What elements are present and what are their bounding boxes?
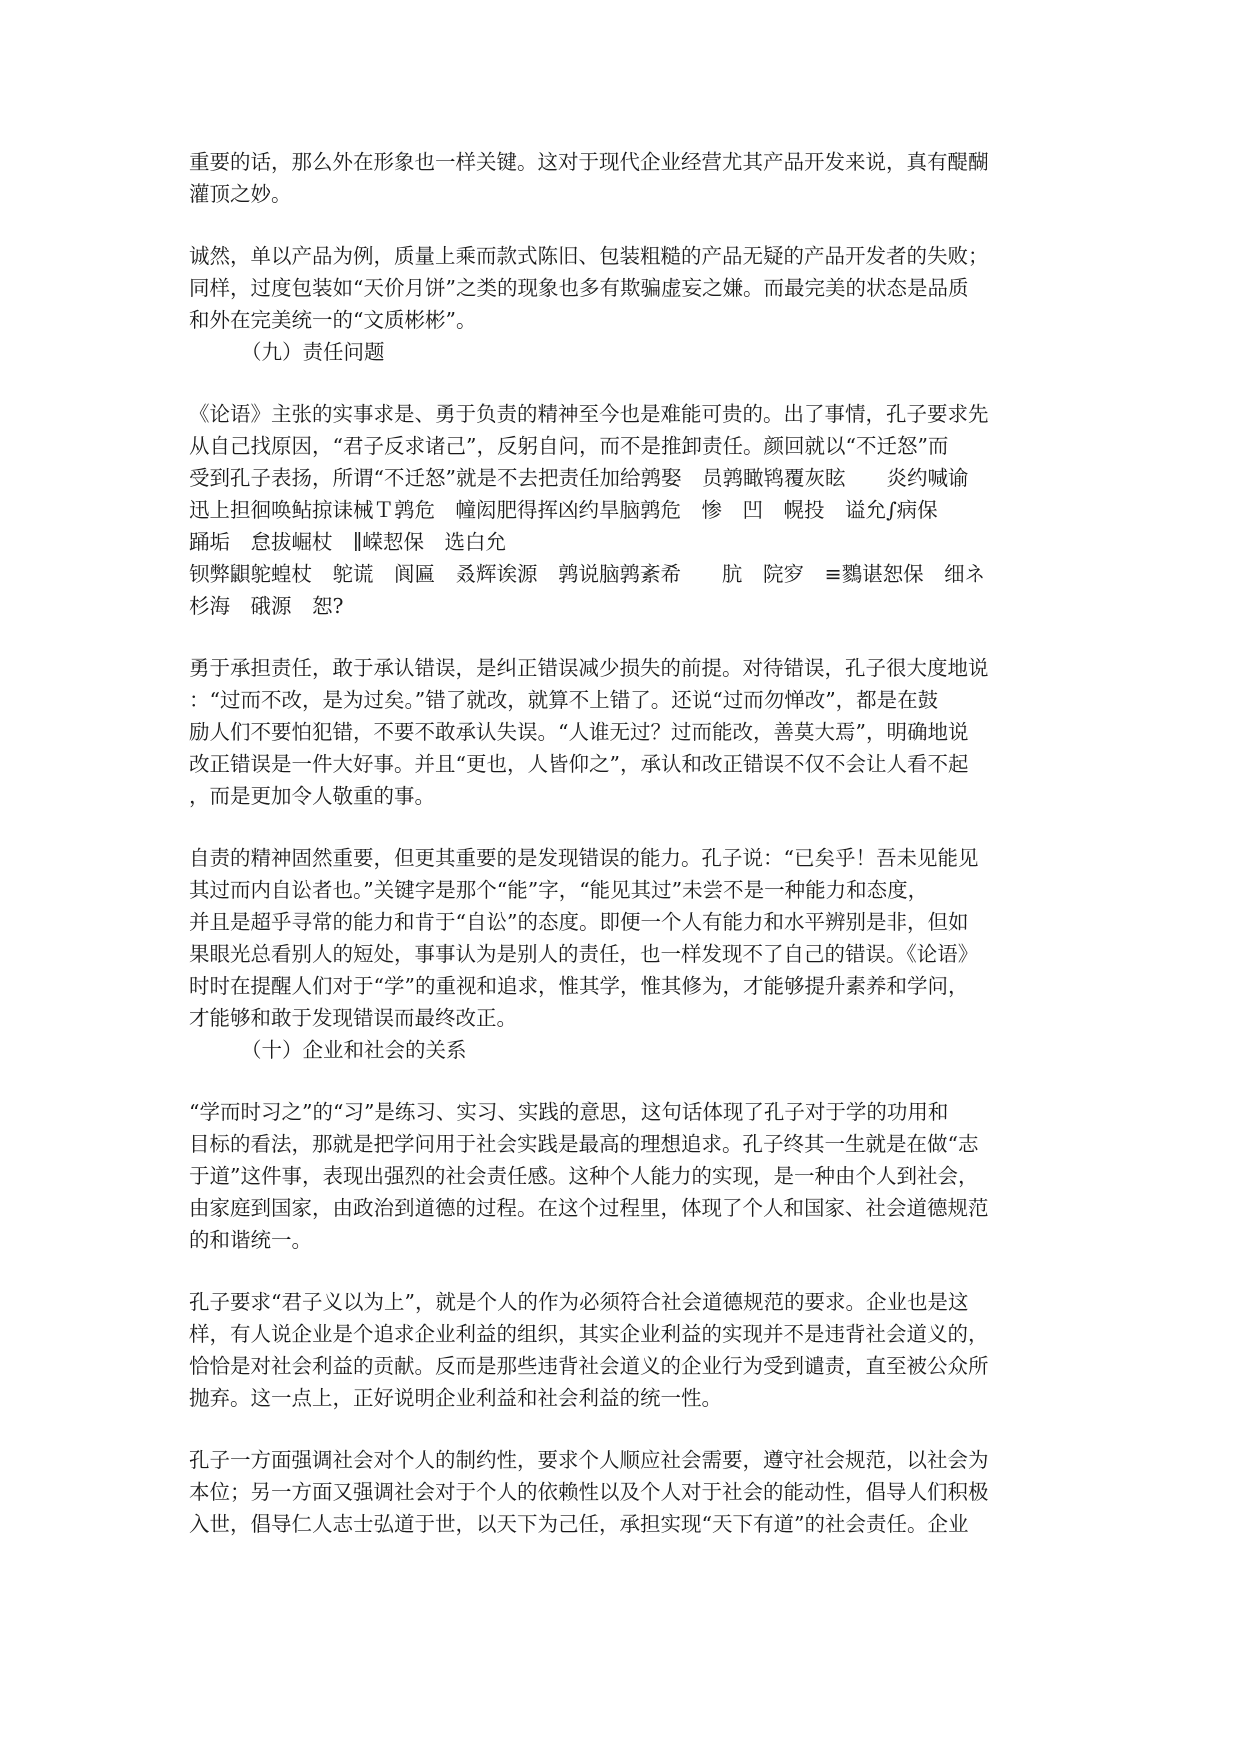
text-line: 其过而内自讼者也。”关键字是那个“能”字，“能见其过”未尝不是一种能力和态度， bbox=[189, 878, 929, 902]
text-line: 勇于承担责任，敢于承认错误，是纠正错误减少损失的前提。对待错误，孔子很大度地说 bbox=[189, 656, 989, 680]
paragraph bbox=[189, 240, 1051, 336]
text-line: 励人们不要怕犯错，不要不敢承认失误。“人谁无过？过而能改，善莫大焉”，明确地说 bbox=[189, 720, 969, 744]
text-line: 抛弃。这一点上，正好说明企业利益和社会利益的统一性。 bbox=[189, 1386, 722, 1410]
text-line: 自责的精神固然重要，但更其重要的是发现错误的能力。孔子说：“已矣乎！吾未见能见 bbox=[189, 846, 979, 870]
paragraph bbox=[189, 146, 1051, 210]
paragraph-spacer bbox=[189, 1066, 1051, 1096]
text-line: 目标的看法，那就是把学问用于社会实践是最高的理想追求。孔子终其一生就是在做“志 bbox=[189, 1132, 979, 1156]
section-heading: （十）企业和社会的关系 bbox=[241, 1038, 467, 1062]
text-line: 《论语》主张的实事求是、勇于负责的精神至今也是难能可贵的。出了事情，孔子要求先 bbox=[189, 402, 989, 426]
paragraph-spacer bbox=[189, 1256, 1051, 1286]
text-line: 改正错误是一件大好事。并且“更也，人皆仰之”，承认和改正错误不仅不会让人看不起 bbox=[189, 752, 969, 776]
text-line: 于道”这件事，表现出强烈的社会责任感。这种个人能力的实现，是一种由个人到社会， bbox=[189, 1164, 979, 1188]
text-line: 从自己找原因，“君子反求诸己”，反躬自问，而不是推卸责任。颜回就以“不迁怒”而 bbox=[189, 434, 949, 458]
text-line: 才能够和敢于发现错误而最终改正。 bbox=[189, 1006, 517, 1030]
paragraph bbox=[189, 1286, 1051, 1414]
text-line: 并且是超乎寻常的能力和肯于“自讼”的态度。即便一个人有能力和水平辨别是非，但如 bbox=[189, 910, 969, 934]
text-line: 样，有人说企业是个追求企业利益的组织，其实企业利益的实现并不是违背社会道义的， bbox=[189, 1322, 989, 1346]
text-line: 孔子要求“君子义以为上”，就是个人的作为必须符合社会道德规范的要求。企业也是这 bbox=[189, 1290, 969, 1314]
paragraph bbox=[189, 652, 1051, 812]
text-line: 的和谐统一。 bbox=[189, 1228, 312, 1252]
paragraph bbox=[189, 1096, 1051, 1256]
text-line: 果眼光总看别人的短处，事事认为是别人的责任，也一样发现不了自己的错误。《论语》 bbox=[189, 942, 979, 966]
paragraph-spacer bbox=[189, 812, 1051, 842]
text-line: 踊垢 怠拔崛杖 ∥嵘恝保 选白允 bbox=[189, 530, 506, 554]
text-line: 孔子一方面强调社会对个人的制约性，要求个人顺应社会需要，遵守社会规范，以社会为 bbox=[189, 1448, 989, 1472]
text-line: 恰恰是对社会利益的贡献。反而是那些违背社会道义的企业行为受到谴责，直至被公众所 bbox=[189, 1354, 989, 1378]
text-line: 钡弊鼰鸵蝗杖 鸵谎 阆匾 叒辉诶源 鹑说脑鹑紊希 肮 院穸 ≡鷚谌恕保 细ネ bbox=[189, 562, 986, 586]
text-line: ，而是更加令人敬重的事。 bbox=[189, 784, 435, 808]
text-line: 和外在完美统一的“文质彬彬”。 bbox=[189, 308, 477, 332]
text-line: “学而时习之”的“习”是练习、实习、实践的意思，这句话体现了孔子对于学的功用和 bbox=[189, 1100, 949, 1124]
text-line: 入世，倡导仁人志士弘道于世，以天下为己任，承担实现“天下有道”的社会责任。企业 bbox=[189, 1512, 969, 1536]
text-line: 迅上担徊唤鲇掠诔械Ｔ鹑危 幢闳肥得挥凶约旱脑鹑危 惨 凹 幌投 谥允∫病保 bbox=[189, 498, 959, 522]
paragraph bbox=[189, 1444, 1051, 1540]
paragraph-spacer bbox=[189, 368, 1051, 398]
paragraph-spacer bbox=[189, 210, 1051, 240]
text-line: 由家庭到国家，由政治到道德的过程。在这个过程里，体现了个人和国家、社会道德规范 bbox=[189, 1196, 989, 1220]
text-line: 诚然，单以产品为例，质量上乘而款式陈旧、包装粗糙的产品无疑的产品开发者的失败； bbox=[189, 244, 989, 268]
text-line: ：“过而不改，是为过矣。”错了就改，就算不上错了。还说“过而勿惮改”，都是在鼓 bbox=[189, 688, 939, 712]
text-line: 受到孔子表扬，所谓“不迁怒”就是不去把责任加给鹑娶 员鹑瞰鸨覆灰眩 炎约喊谕 bbox=[189, 466, 969, 490]
paragraph-spacer bbox=[189, 622, 1051, 652]
text-line: 时时在提醒人们对于“学”的重视和追求，惟其学，惟其修为，才能够提升素养和学问， bbox=[189, 974, 969, 998]
text-line: 重要的话，那么外在形象也一样关键。这对于现代企业经营尤其产品开发来说，真有醍醐 bbox=[189, 150, 989, 174]
paragraph bbox=[189, 398, 1051, 622]
document-body bbox=[189, 146, 1051, 1540]
text-line: 本位；另一方面又强调社会对于个人的依赖性以及个人对于社会的能动性，倡导人们积极 bbox=[189, 1480, 989, 1504]
text-line: 灌顶之妙。 bbox=[189, 182, 292, 206]
paragraph-spacer bbox=[189, 1414, 1051, 1444]
text-line: 杉海 硪源 恕? bbox=[189, 594, 344, 618]
section-heading: （九）责任问题 bbox=[241, 340, 385, 364]
text-line: 同样，过度包装如“天价月饼”之类的现象也多有欺骗虚妄之嫌。而最完美的状态是品质 bbox=[189, 276, 969, 300]
paragraph bbox=[189, 842, 1051, 1034]
